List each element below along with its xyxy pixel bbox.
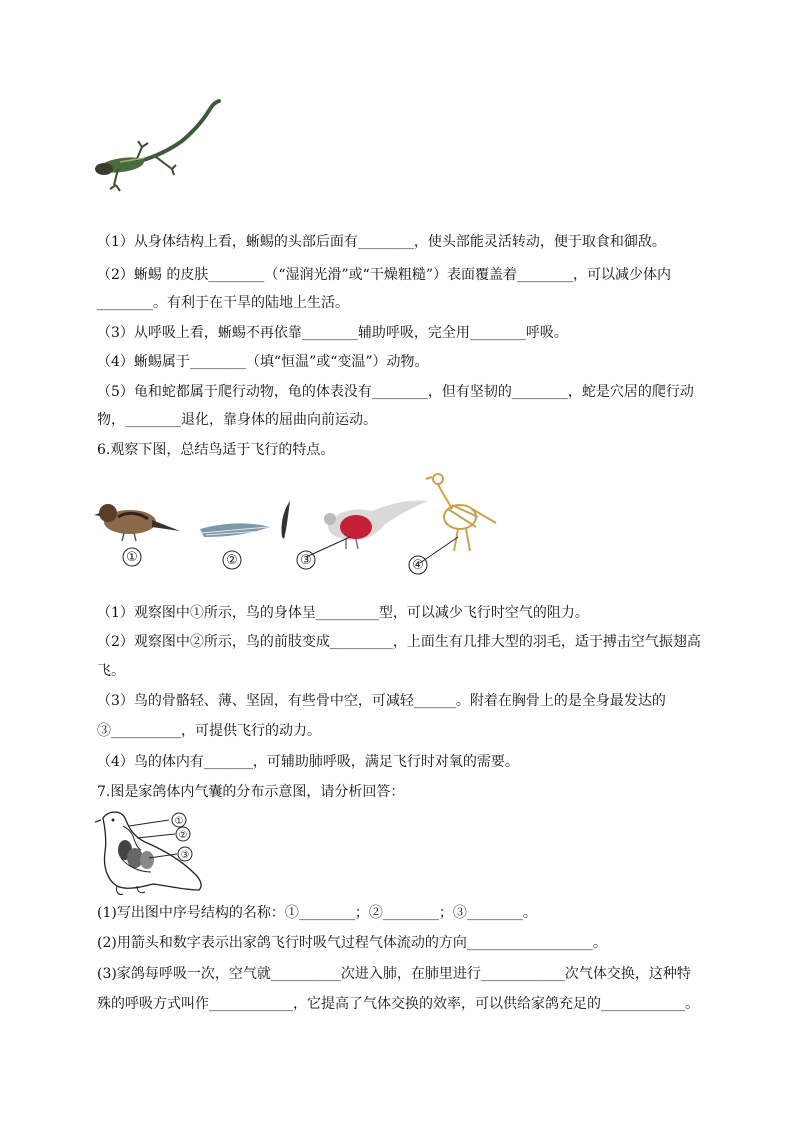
q7-part2: (2)用箭头和数字表示出家鸽飞行时吸气过程气体流动的方向__________________。 [97, 935, 607, 951]
q5-part4: （4）蜥蜴属于________（填“恒温”或“变温”）动物。 [97, 354, 429, 370]
q5-part2-line2: ________。有利于在干旱的陆地上生活。 [97, 295, 349, 311]
sparrow-figure [94, 504, 180, 541]
q6-part2-line2: 飞。 [97, 663, 125, 679]
q5-part2-line1: （2）蜥蜴 的皮肤________（“湿润光滑”或“干燥粗糙”）表面覆盖着________，可以减少体内 [97, 267, 671, 283]
q6-part3-line2: ③__________，可提供飞行的动力。 [97, 723, 321, 739]
bird-label-1: ① [126, 550, 138, 565]
q7-part3-line1: (3)家鸽每呼吸一次，空气就__________次进入肺，在肺里进行____________次气体交换，这种特 [97, 966, 691, 982]
q6-part4: （4）鸟的体内有_______，可辅助肺呼吸，满足飞行时对氧的需要。 [97, 754, 519, 770]
lizard-image [92, 95, 222, 205]
q5-part5-line2: 物，________退化，靠身体的屈曲向前运动。 [97, 412, 377, 428]
q6-part1: （1）观察图中①所示，鸟的身体呈_________型，可以减少飞行时空气的阻力。 [97, 605, 589, 621]
bird-label-3: ③ [300, 553, 312, 568]
pigeon-label-2: ② [178, 830, 188, 841]
bird-label-2: ② [226, 553, 238, 568]
pigeon-label-1: ① [174, 816, 184, 827]
q5-part3: （3）从呼吸上看，蜥蜴不再依靠________辅助呼吸，完全用________呼吸。 [97, 325, 568, 341]
q6-title: 6.观察下图，总结鸟适于飞行的特点。 [97, 442, 335, 458]
pigeon-air-sac-diagram [95, 806, 215, 898]
bird-features-image [92, 465, 512, 580]
q6-part3-line1: （3）鸟的骨骼轻、薄、坚固，有些骨中空，可减轻______。附着在胸骨上的是全身最发达的 [97, 693, 666, 709]
q7-title: 7.图是家鸽体内气囊的分布示意图，请分析回答： [97, 784, 405, 800]
q5-part1: （1）从身体结构上看，蜥蜴的头部后面有________，使头部能灵活转动，便于取食和御敌。 [97, 234, 666, 250]
q7-part3-line2: 殊的呼吸方式叫作____________，它提高了气体交换的效率，可以供给家鸽充足的____________。 [97, 996, 699, 1012]
wing-figure [200, 523, 270, 537]
bird-label-4: ④ [412, 558, 424, 573]
q5-part5-line1: （5）龟和蛇都属于爬行动物，龟的体表没有________，但有坚韧的________，蛇是穴居的爬行动 [97, 384, 694, 400]
q6-part2-line1: （2）观察图中②所示，鸟的前肢变成_________，上面生有几排大型的羽毛，适于搏击空气振翅高 [97, 634, 701, 650]
pigeon-label-3: ③ [180, 850, 190, 861]
skeleton-figure [426, 474, 496, 551]
q7-part1: (1)写出图中序号结构的名称：①________；②________；③________。 [97, 905, 537, 921]
